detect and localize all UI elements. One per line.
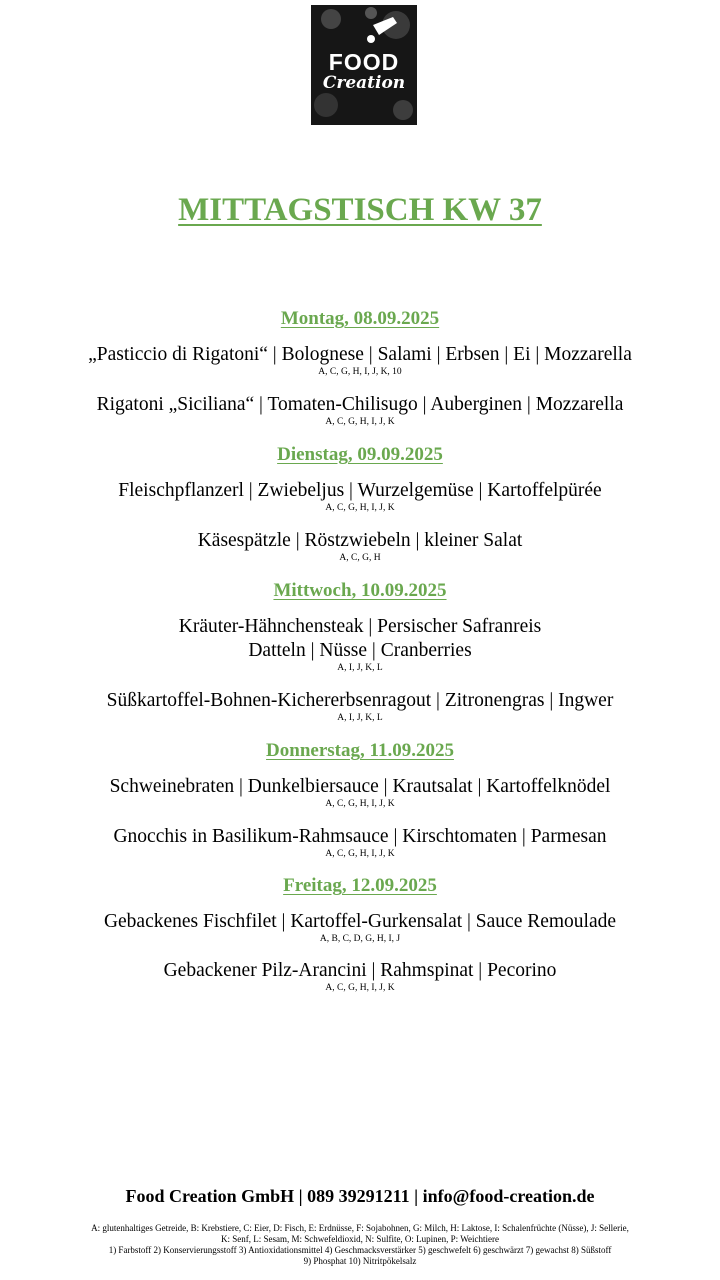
footer-contact: Food Creation GmbH | 089 39291211 | info@food-creation.de: [125, 1186, 595, 1206]
dish-allergens: A, C, G, H: [339, 553, 381, 563]
dish-name: Käsespätzle | Röstzwiebeln | kleiner Salat: [197, 530, 523, 551]
legend-line: A: glutenhaltiges Getreide, B: Krebstiere, C: Eier, D: Fisch, E: Erdnüsse, F: Sojabohnen, G: Milch, H: Laktose, I: Schalenfrüchte (Nüsse), J: Sellerie,: [91, 1223, 629, 1233]
allergen-legend: [10, 1223, 710, 1267]
food-creation-logo: [311, 5, 417, 125]
day-heading-thursday: Donnerstag, 11.09.2025: [266, 740, 454, 761]
day-heading-friday: Freitag, 12.09.2025: [283, 875, 437, 896]
dish-allergens: A, C, G, H, I, J, K: [325, 799, 395, 809]
dish-name: Gebackener Pilz-Arancini | Rahmspinat | Pecorino: [163, 960, 557, 981]
dish-name: Kräuter-Hähnchensteak | Persischer Safranreis: [178, 616, 542, 637]
dish-name: Gebackenes Fischfilet | Kartoffel-Gurkensalat | Sauce Remoulade: [103, 911, 617, 932]
legend-line: K: Senf, L: Sesam, M: Schwefeldioxid, N: Sulfite, O: Lupinen, P: Weichtiere: [220, 1234, 500, 1244]
legend-line: 1) Farbstoff 2) Konservierungsstoff 3) Antioxidationsmittel 4) Geschmacksverstärker 5) geschwefelt 6) geschwärzt 7) gewachst 8) Süßstoff: [108, 1245, 612, 1255]
dish-allergens: A, B, C, D, G, H, I, J: [319, 934, 401, 944]
dish-allergens: A, C, G, H, I, J, K: [325, 417, 395, 427]
dish-name: Gnocchis in Basilikum-Rahmsauce | Kirschtomaten | Parmesan: [113, 826, 607, 847]
day-heading-monday: Montag, 08.09.2025: [280, 308, 440, 329]
legend-line: 9) Phosphat 10) Nitritpökelsalz: [303, 1256, 417, 1266]
day-heading-tuesday: Dienstag, 09.09.2025: [277, 444, 443, 465]
dish-allergens: A, I, J, K, L: [337, 663, 383, 673]
dish-name: Rigatoni „Siciliana“ | Tomaten-Chilisugo | Auberginen | Mozzarella: [96, 394, 624, 415]
dish-name: Fleischpflanzerl | Zwiebeljus | Wurzelgemüse | Kartoffelpürée: [118, 480, 602, 501]
menu-title: MITTAGSTISCH KW 37: [178, 192, 542, 228]
dish-allergens: A, C, G, H, I, J, K: [325, 983, 395, 993]
dish-name: „Pasticcio di Rigatoni“ | Bolognese | Salami | Erbsen | Ei | Mozzarella: [88, 344, 632, 365]
dish-name: Süßkartoffel-Bohnen-Kichererbsenragout | Zitronengras | Ingwer: [106, 690, 614, 711]
dish-allergens: A, I, J, K, L: [337, 713, 383, 723]
logo-word-food: FOOD: [328, 49, 400, 75]
dish-name-continued: Datteln | Nüsse | Cranberries: [248, 640, 472, 661]
dish-allergens: A, C, G, H, I, J, K, 10: [318, 367, 402, 377]
logo-word-creation: Creation: [322, 73, 406, 93]
dish-name: Schweinebraten | Dunkelbiersauce | Krautsalat | Kartoffelknödel: [109, 776, 611, 797]
dish-allergens: A, C, G, H, I, J, K: [325, 503, 395, 513]
dish-allergens: A, C, G, H, I, J, K: [325, 849, 395, 859]
day-heading-wednesday: Mittwoch, 10.09.2025: [273, 580, 447, 601]
